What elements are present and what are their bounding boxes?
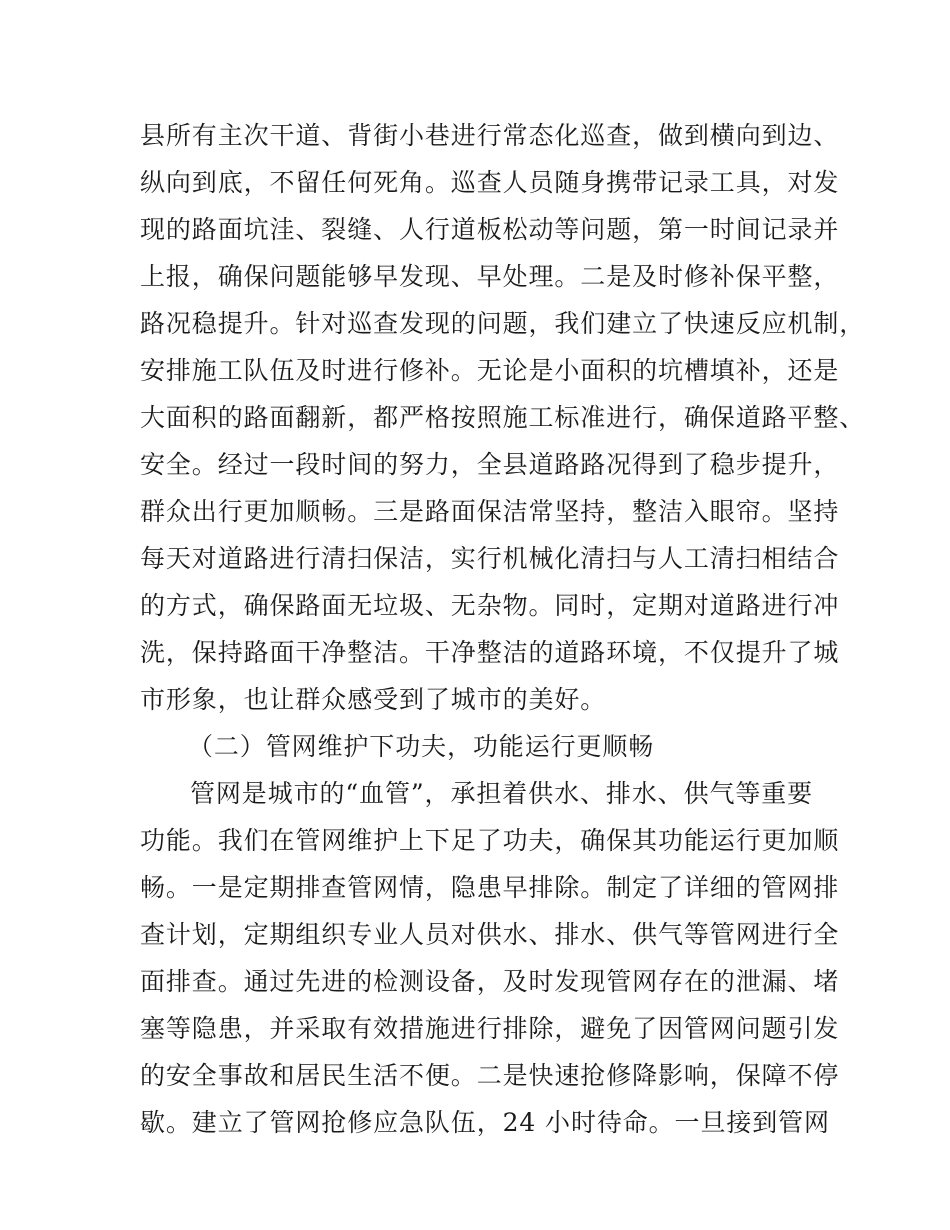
paragraph-road-maintenance bbox=[140, 112, 866, 723]
text-line: 查计划，定期组织专业人员对供水、排水、供气等管网进行全 bbox=[140, 920, 840, 949]
text-line: 的方式，确保路面无垃圾、无杂物。同时，定期对道路进行冲 bbox=[140, 591, 840, 620]
text-line: 群众出行更加顺畅。三是路面保洁常坚持，整洁入眼帘。坚持 bbox=[140, 497, 840, 526]
text-line: 上报，确保问题能够早发现、早处理。二是及时修补保平整， bbox=[140, 262, 840, 291]
paragraph-pipe-network bbox=[140, 770, 840, 1146]
text-line: 纵向到底，不留任何死角。巡查人员随身携带记录工具，对发 bbox=[140, 168, 840, 197]
text-line: 的安全事故和居民生活不便。二是快速抢修降影响，保障不停 bbox=[140, 1061, 840, 1090]
text-line: 安全。经过一段时间的努力，全县道路路况得到了稳步提升， bbox=[140, 450, 840, 479]
text-line: 管网是城市的“血管”，承担着供水、排水、供气等重要 bbox=[190, 779, 814, 808]
text-line: 县所有主次干道、背街小巷进行常态化巡查，做到横向到边、 bbox=[140, 121, 840, 150]
text-line: 路况稳提升。针对巡查发现的问题，我们建立了快速反应机制， bbox=[140, 309, 866, 338]
text-line: 塞等隐患，并采取有效措施进行排除，避免了因管网问题引发 bbox=[140, 1014, 840, 1043]
text-line: 畅。一是定期排查管网情，隐患早排除。制定了详细的管网排 bbox=[140, 873, 840, 902]
text-line: 每天对道路进行清扫保洁，实行机械化清扫与人工清扫相结合 bbox=[140, 544, 840, 573]
text-line: 安排施工队伍及时进行修补。无论是小面积的坑槽填补，还是 bbox=[140, 356, 840, 385]
text-line: 歇。建立了管网抢修应急队伍，24 小时待命。一旦接到管网 bbox=[140, 1108, 830, 1137]
text-line: 面排查。通过先进的检测设备，及时发现管网存在的泄漏、堵 bbox=[140, 967, 840, 996]
text-line: 洗，保持路面干净整洁。干净整洁的道路环境，不仅提升了城 bbox=[140, 638, 840, 667]
text-line: 市形象，也让群众感受到了城市的美好。 bbox=[140, 685, 607, 714]
text-line: 现的路面坑洼、裂缝、人行道板松动等问题，第一时间记录并 bbox=[140, 215, 840, 244]
text-line: 大面积的路面翻新，都严格按照施工标准进行，确保道路平整、 bbox=[140, 403, 866, 432]
section-heading: （二）管网维护下功夫，功能运行更顺畅 bbox=[188, 732, 655, 761]
document-body bbox=[140, 112, 866, 1146]
text-line: 功能。我们在管网维护上下足了功夫，确保其功能运行更加顺 bbox=[140, 826, 840, 855]
